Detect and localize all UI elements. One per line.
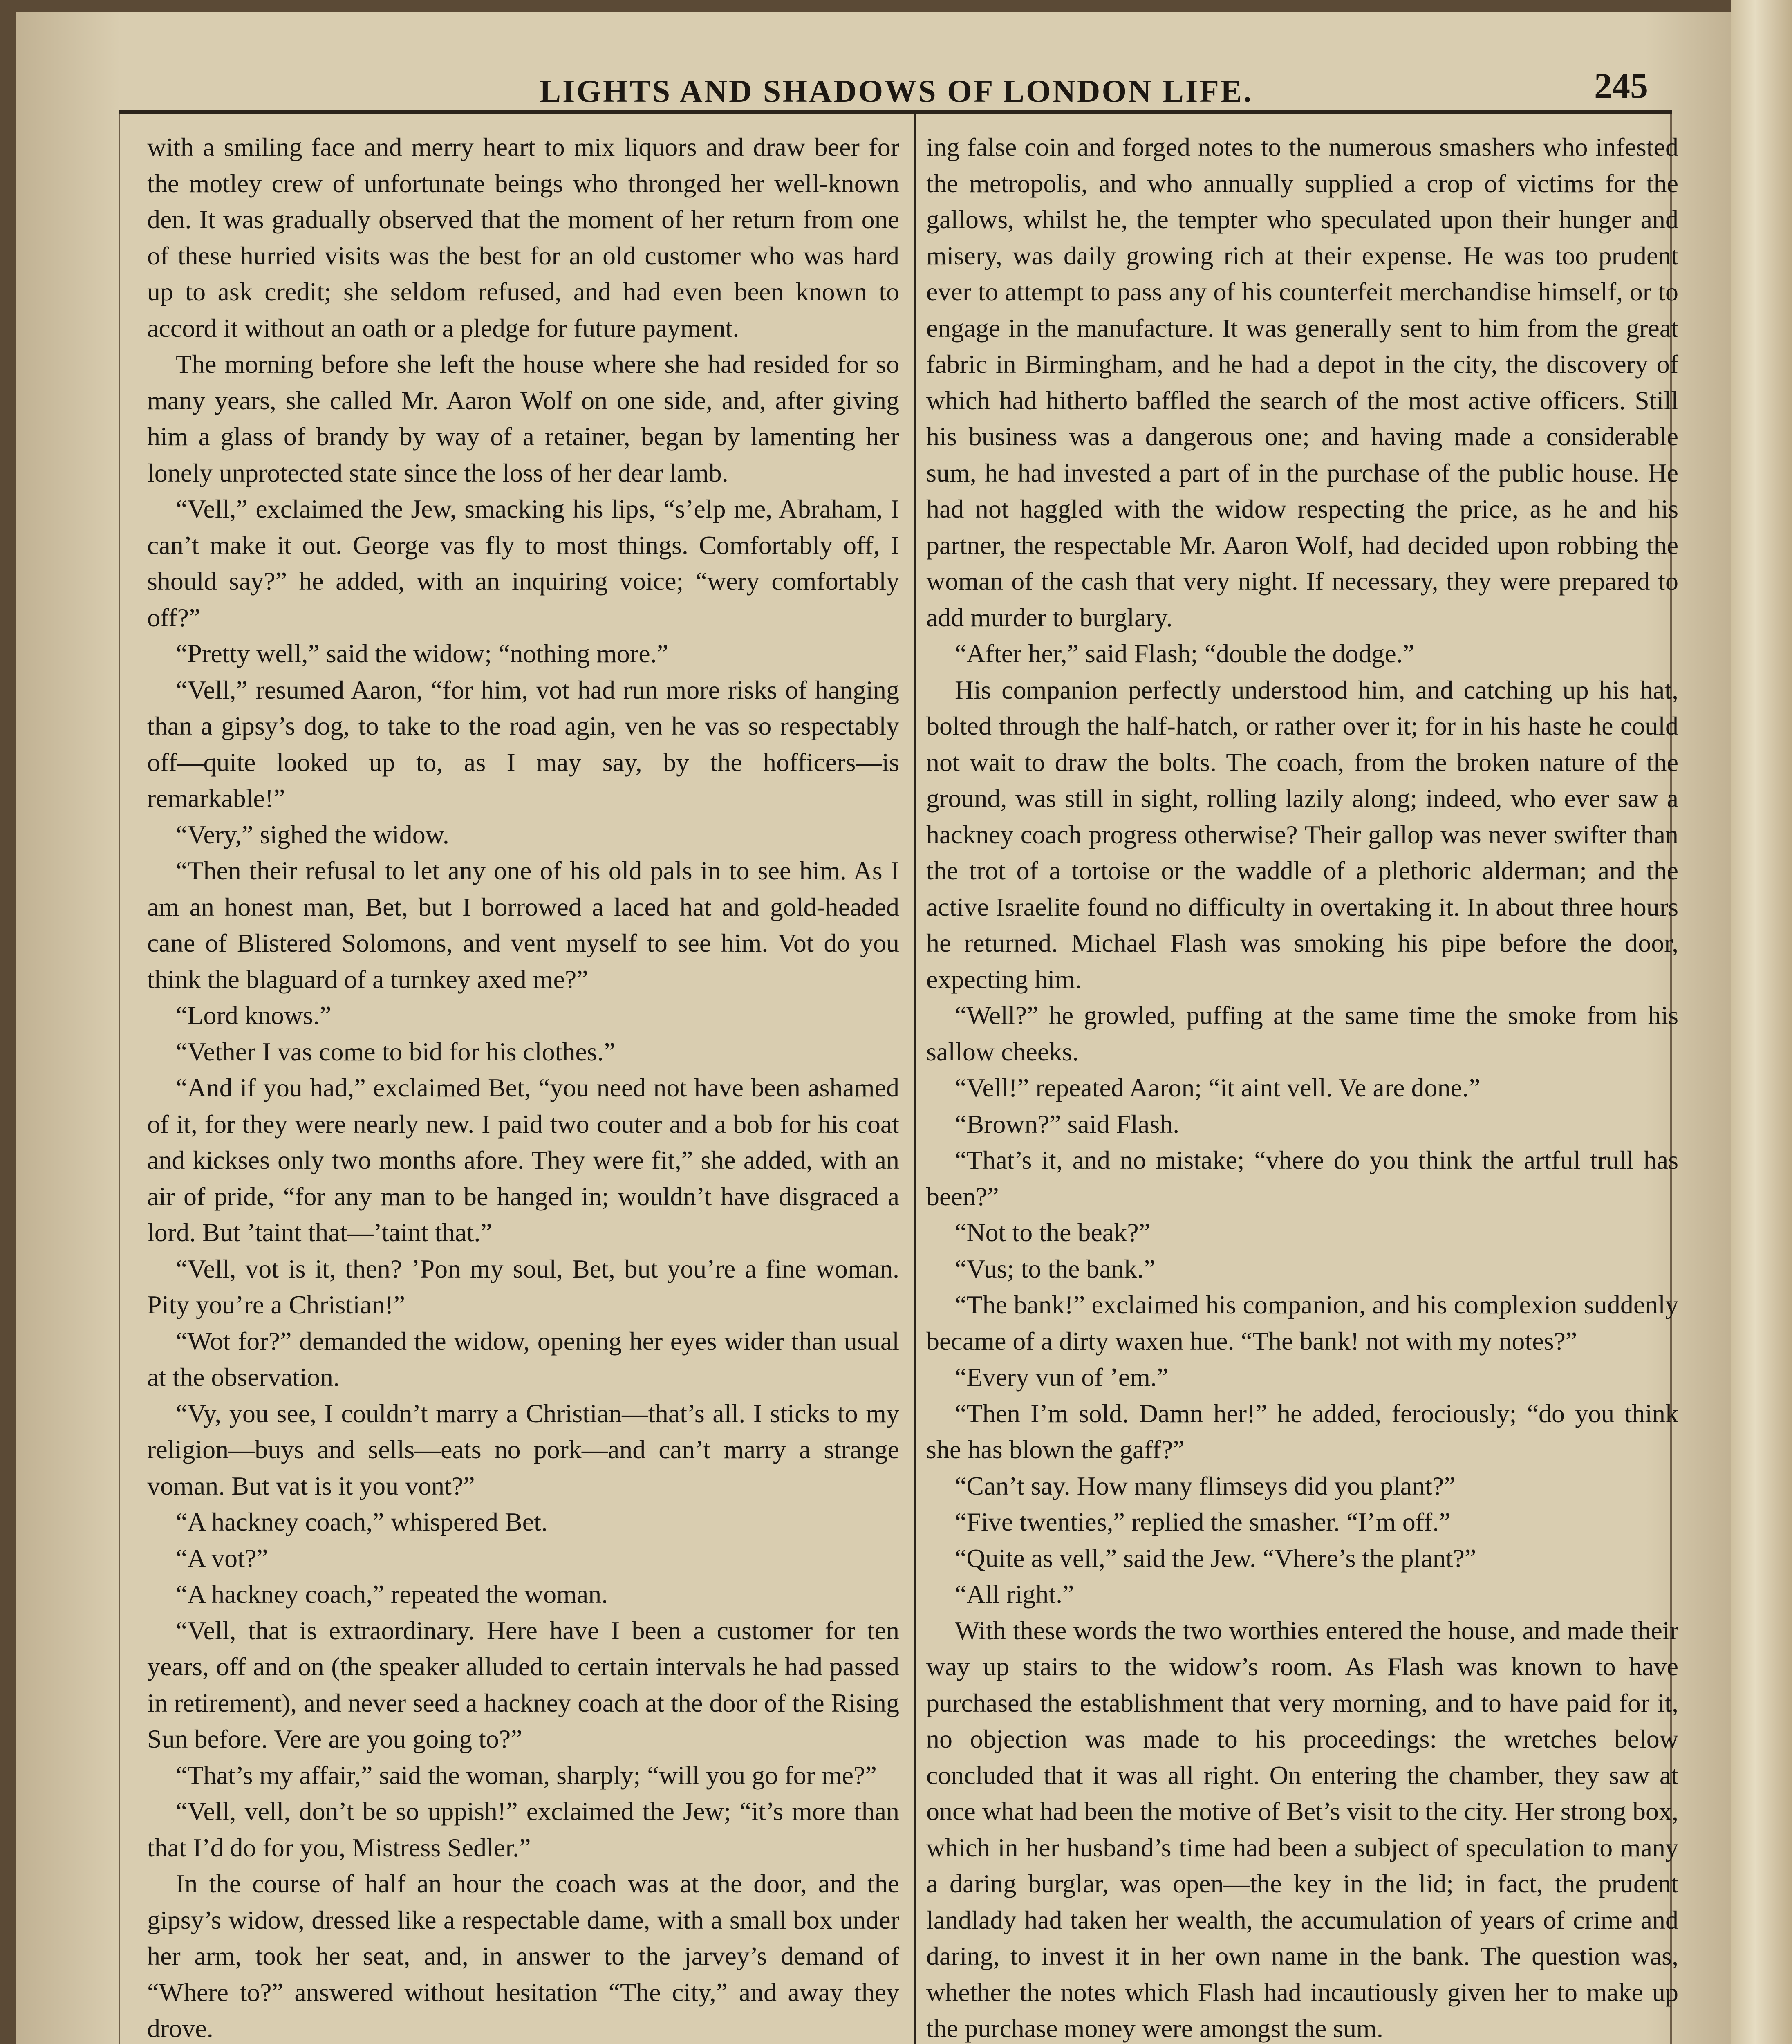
column-divider (914, 114, 916, 2044)
paragraph: “Vether I vas come to bid for his clothes.” (176, 1037, 616, 1066)
paragraph: “Not to the beak?” (955, 1218, 1150, 1247)
paragraph: “Vell, that is extraordinary. Here have I been a customer for ten years, off and on (the speaker alluded to certain intervals he had passed in retirement), and never seed a hackney coach at the door of the Rising Sun before. Vere are you going to?” (147, 1616, 899, 1753)
left-column (147, 129, 899, 2044)
running-title: LIGHTS AND SHADOWS OF LONDON LIFE. (540, 73, 1253, 109)
paragraph: “Vell,” exclaimed the Jew, smacking his lips, “s’elp me, Abraham, I can’t make it out. George vas fly to most things. Comfortably off, I should say?” he added, with an inquiring voice; “wery comfortably off?” (147, 494, 899, 632)
paragraph: “A vot?” (176, 1543, 268, 1573)
paragraph: With these words the two worthies entered the house, and made their way up stairs to the widow’s room. As Flash was known to have purchased the establishment that very morning, and to have paid for it, no objection was made to his proceedings: the wretches below concluded that it was all right. On entering the chamber, they saw at once what had been the motive of Bet’s visit to the city. Her strong box, which in her husband’s time had been a subject of speculation to many a daring burglar, was open—the key in the lid; in fact, the prudent landlady had taken her wealth, the accumulation of years of crime and daring, to invest it in her own name in the bank. The question was, whether the notes which Flash had incautiously given her to make up the purchase money were amongst the sum. (926, 1616, 1678, 2043)
paragraph: “Very,” sighed the widow. (176, 820, 449, 849)
paragraph: “Well?” he growled, puffing at the same time the smoke from his sallow cheeks. (926, 1001, 1678, 1066)
paragraph: “That’s it, and no mistake; “vhere do you think the artful trull has been?” (926, 1145, 1678, 1211)
paragraph: “Vus; to the bank.” (955, 1254, 1156, 1283)
paragraph: “The bank!” exclaimed his companion, and his complexion suddenly became of a dirty waxen hue. “The bank! not with my notes?” (926, 1290, 1678, 1356)
paragraph: “Vell!” repeated Aaron; “it aint vell. Ve are done.” (955, 1073, 1481, 1102)
paragraph: “A hackney coach,” repeated the woman. (176, 1580, 608, 1609)
paragraph: ing false coin and forged notes to the numerous smashers who infested the metropolis, and who annually supplied a crop of victims for the gallows, whilst he, the tempter who speculated upon their hunger and misery, was daily growing rich at their expense. He was too prudent ever to attempt to pass any of his counterfeit merchandise himself, or to engage in the manufacture. It was generally sent to him from the great fabric in Birmingham, and he had a depot in the city, the discovery of which had hitherto baffled the search of the most active officers. Still his business was a dangerous one; and having made a considerable sum, he had invested a part of in the purchase of the public house. He had not haggled with the widow respecting the price, as he and his partner, the respectable Mr. Aaron Wolf, had decided upon robbing the woman of the cash that very night. If necessary, they were prepared to add murder to burglary. (926, 132, 1678, 632)
paragraph: “Wot for?” demanded the widow, opening her eyes wider than usual at the observation. (147, 1326, 899, 1392)
paragraph: “Quite as vell,” said the Jew. “Vhere’s the plant?” (955, 1543, 1476, 1573)
paragraph: “Vy, you see, I couldn’t marry a Christian—that’s all. I sticks to my religion—buys and sells—eats no pork—and can’t marry a strange voman. But vat is it you vont?” (147, 1399, 899, 1500)
paragraph: “Vell,” resumed Aaron, “for him, vot had run more risks of hanging than a gipsy’s dog, to take to the road agin, ven he vas so respectably off—quite looked up to, as I may say, by the hofficers—is remarkable!” (147, 675, 899, 813)
page-edge (1731, 0, 1792, 2044)
paragraph: In the course of half an hour the coach was at the door, and the gipsy’s widow, dressed like a respectable dame, with a small box under her arm, took her seat, and, in answer to the jarvey’s demand of “Where to?” answered without hesitation “The city,” and away they drove. (147, 1869, 899, 2043)
paragraph: “And if you had,” exclaimed Bet, “you need not have been ashamed of it, for they were nearly new. I paid two couter and a bob for his coat and kickses only two months afore. They were fit,” she added, with an air of pride, “for any man to be hanged in; wouldn’t have disgraced a lord. But ’taint that—’taint that.” (147, 1073, 899, 1247)
paragraph: “All right.” (955, 1580, 1074, 1609)
paragraph: “Then their refusal to let any one of his old pals in to see him. As I am an honest man, Bet, but I borrowed a laced hat and gold-headed cane of Blistered Solomons, and vent myself to see him. Vot do you think the blaguard of a turnkey axed me?” (147, 856, 899, 994)
right-column (926, 129, 1678, 2044)
paragraph: “Five twenties,” replied the smasher. “I’m off.” (955, 1507, 1451, 1536)
paragraph: “After her,” said Flash; “double the dodge.” (955, 639, 1415, 668)
paragraph: “Every vun of ’em.” (955, 1363, 1169, 1392)
paragraph: “That’s my affair,” said the woman, sharply; “will you go for me?” (176, 1760, 877, 1790)
paragraph: “Then I’m sold. Damn her!” he added, ferociously; “do you think she has blown the gaff?” (926, 1399, 1678, 1464)
book-page (16, 12, 1749, 2044)
paragraph: The morning before she left the house where she had resided for so many years, she called Mr. Aaron Wolf on one side, and, after giving him a glass of brandy by way of a retainer, began by lamenting her lonely unprotected state since the loss of her dear lamb. (147, 350, 899, 487)
paragraph: “Pretty well,” said the widow; “nothing more.” (176, 639, 669, 668)
top-rule (119, 110, 1672, 114)
paragraph: “Lord knows.” (176, 1001, 332, 1030)
paragraph: with a smiling face and merry heart to mix liquors and draw beer for the motley crew of unfortunate beings who thronged her well-known den. It was gradually observed that the moment of her return from one of these hurried visits was the best for an old customer who was hard up to ask credit; she seldom refused, and had even been known to accord it without an oath or a pledge for future payment. (147, 132, 899, 343)
paragraph: “Vell, vell, don’t be so uppish!” exclaimed the Jew; “it’s more than that I’d do for you, Mistress Sedler.” (147, 1797, 899, 1862)
paragraph: “Vell, vot is it, then? ’Pon my soul, Bet, but you’re a fine woman. Pity you’re a Christian!” (147, 1254, 899, 1319)
paragraph: “Brown?” said Flash. (955, 1109, 1180, 1139)
page-number: 245 (1594, 66, 1648, 106)
paragraph: “Can’t say. How many flimseys did you plant?” (955, 1471, 1456, 1500)
left-rule (119, 114, 120, 2044)
paragraph: His companion perfectly understood him, and catching up his hat, bolted through the half-hatch, or rather over it; for in his haste he could not wait to draw the bolts. The coach, from the broken nature of the ground, was still in sight, rolling lazily along; indeed, who ever saw a hackney coach progress otherwise? Their gallop was never swifter than the trot of a tortoise or the waddle of a plethoric alderman; and the active Israelite found no difficulty in overtaking it. In about three hours he returned. Michael Flash was smoking his pipe before the door, expecting him. (926, 675, 1678, 994)
paragraph: “A hackney coach,” whispered Bet. (176, 1507, 548, 1536)
